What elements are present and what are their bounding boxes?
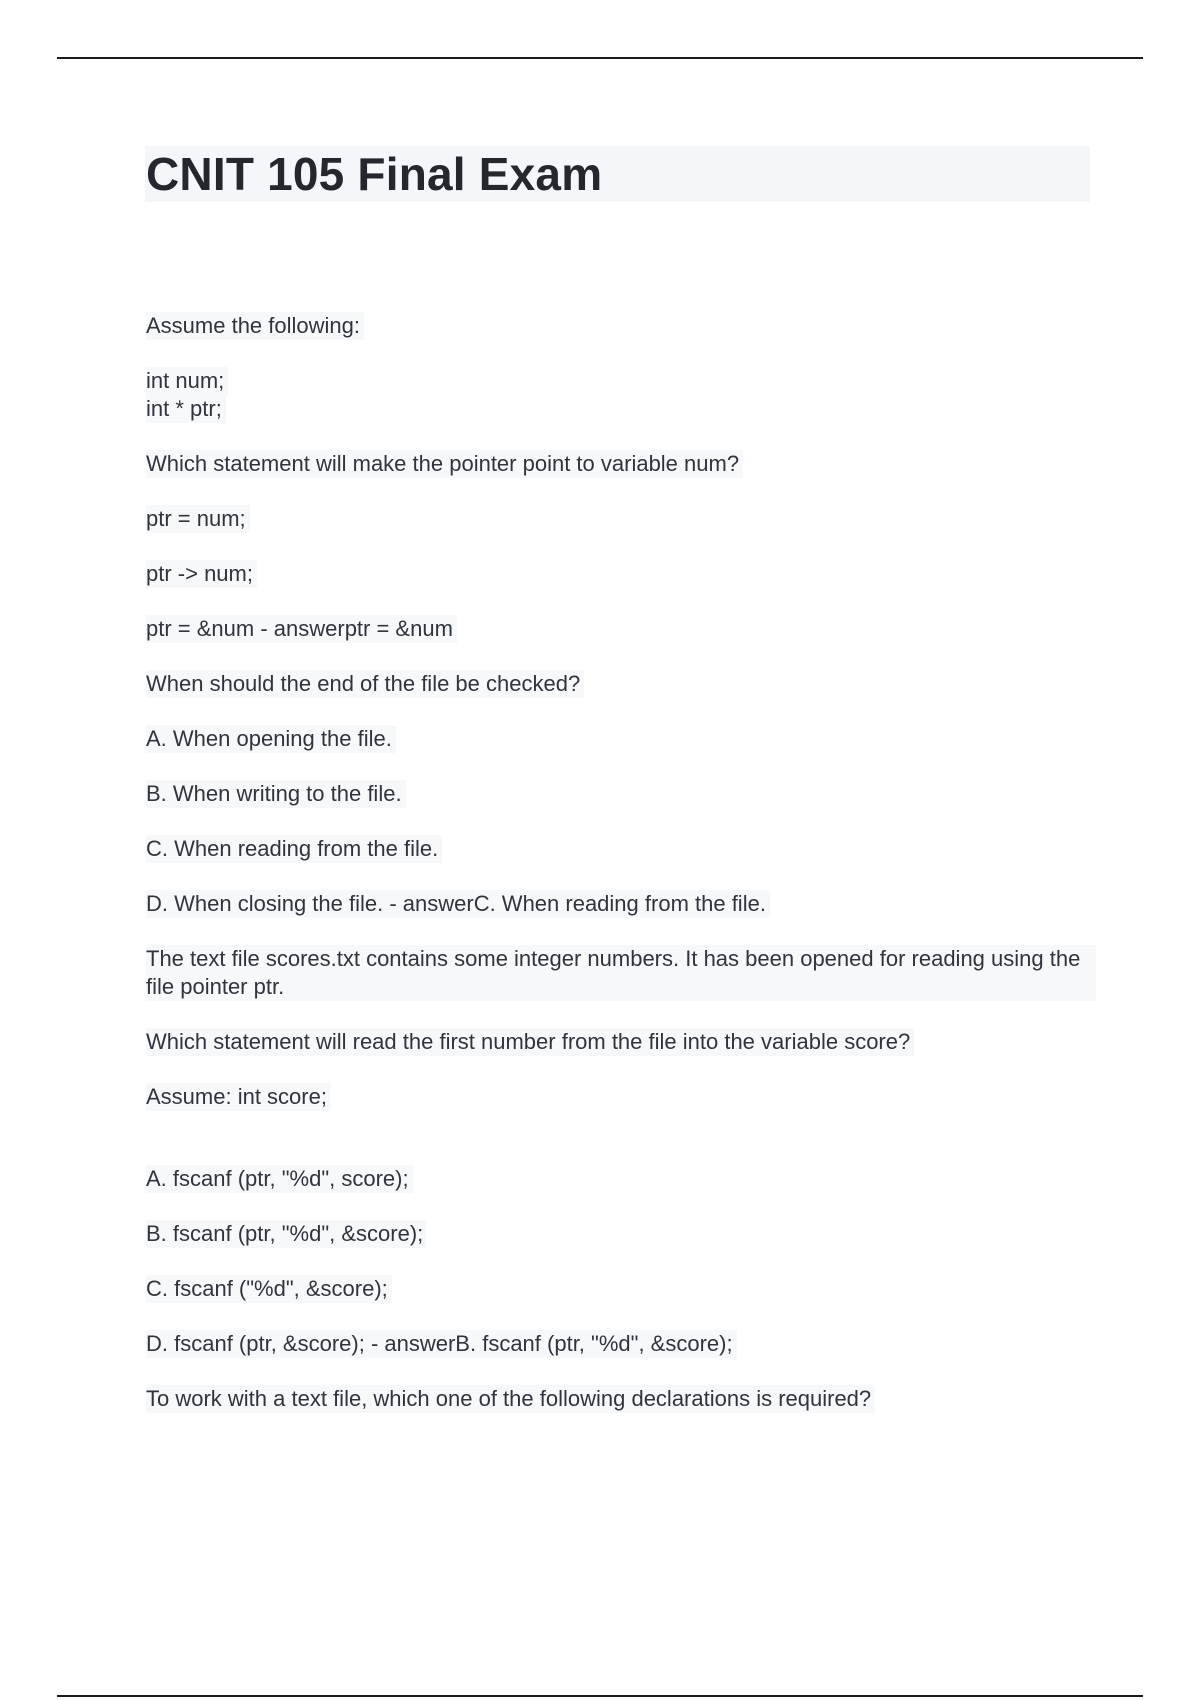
document-body [146, 312, 1096, 1440]
top-rule [57, 57, 1143, 59]
answer-option: ptr -> num; [146, 560, 257, 588]
bottom-rule [57, 1695, 1143, 1697]
text-line: Assume: int score; [146, 1083, 331, 1111]
answer-option: B. fscanf (ptr, "%d", &score); [146, 1220, 427, 1248]
question-text: The text file scores.txt contains some integer numbers. It has been opened for reading using the file pointer ptr. [146, 945, 1096, 1001]
question-text: Which statement will read the first number from the file into the variable score? [146, 1028, 914, 1056]
answer-option: ptr = &num - answerptr = &num [146, 615, 457, 643]
answer-option: A. When opening the file. [146, 725, 396, 753]
page-title: CNIT 105 Final Exam [146, 148, 603, 200]
question-text: When should the end of the file be checked? [146, 670, 584, 698]
question-text: To work with a text file, which one of the following declarations is required? [146, 1385, 875, 1413]
answer-option: B. When writing to the file. [146, 780, 406, 808]
answer-option: A. fscanf (ptr, "%d", score); [146, 1165, 413, 1193]
code-line: int num; [146, 367, 228, 395]
answer-option: D. fscanf (ptr, &score); - answerB. fscanf (ptr, "%d", &score); [146, 1330, 737, 1358]
question-text: Which statement will make the pointer point to variable num? [146, 450, 743, 478]
answer-option: ptr = num; [146, 505, 250, 533]
answer-option: D. When closing the file. - answerC. When reading from the file. [146, 890, 770, 918]
answer-option: C. fscanf ("%d", &score); [146, 1275, 392, 1303]
answer-option: C. When reading from the file. [146, 835, 442, 863]
code-line: int * ptr; [146, 395, 226, 423]
text-line: Assume the following: [146, 312, 364, 340]
